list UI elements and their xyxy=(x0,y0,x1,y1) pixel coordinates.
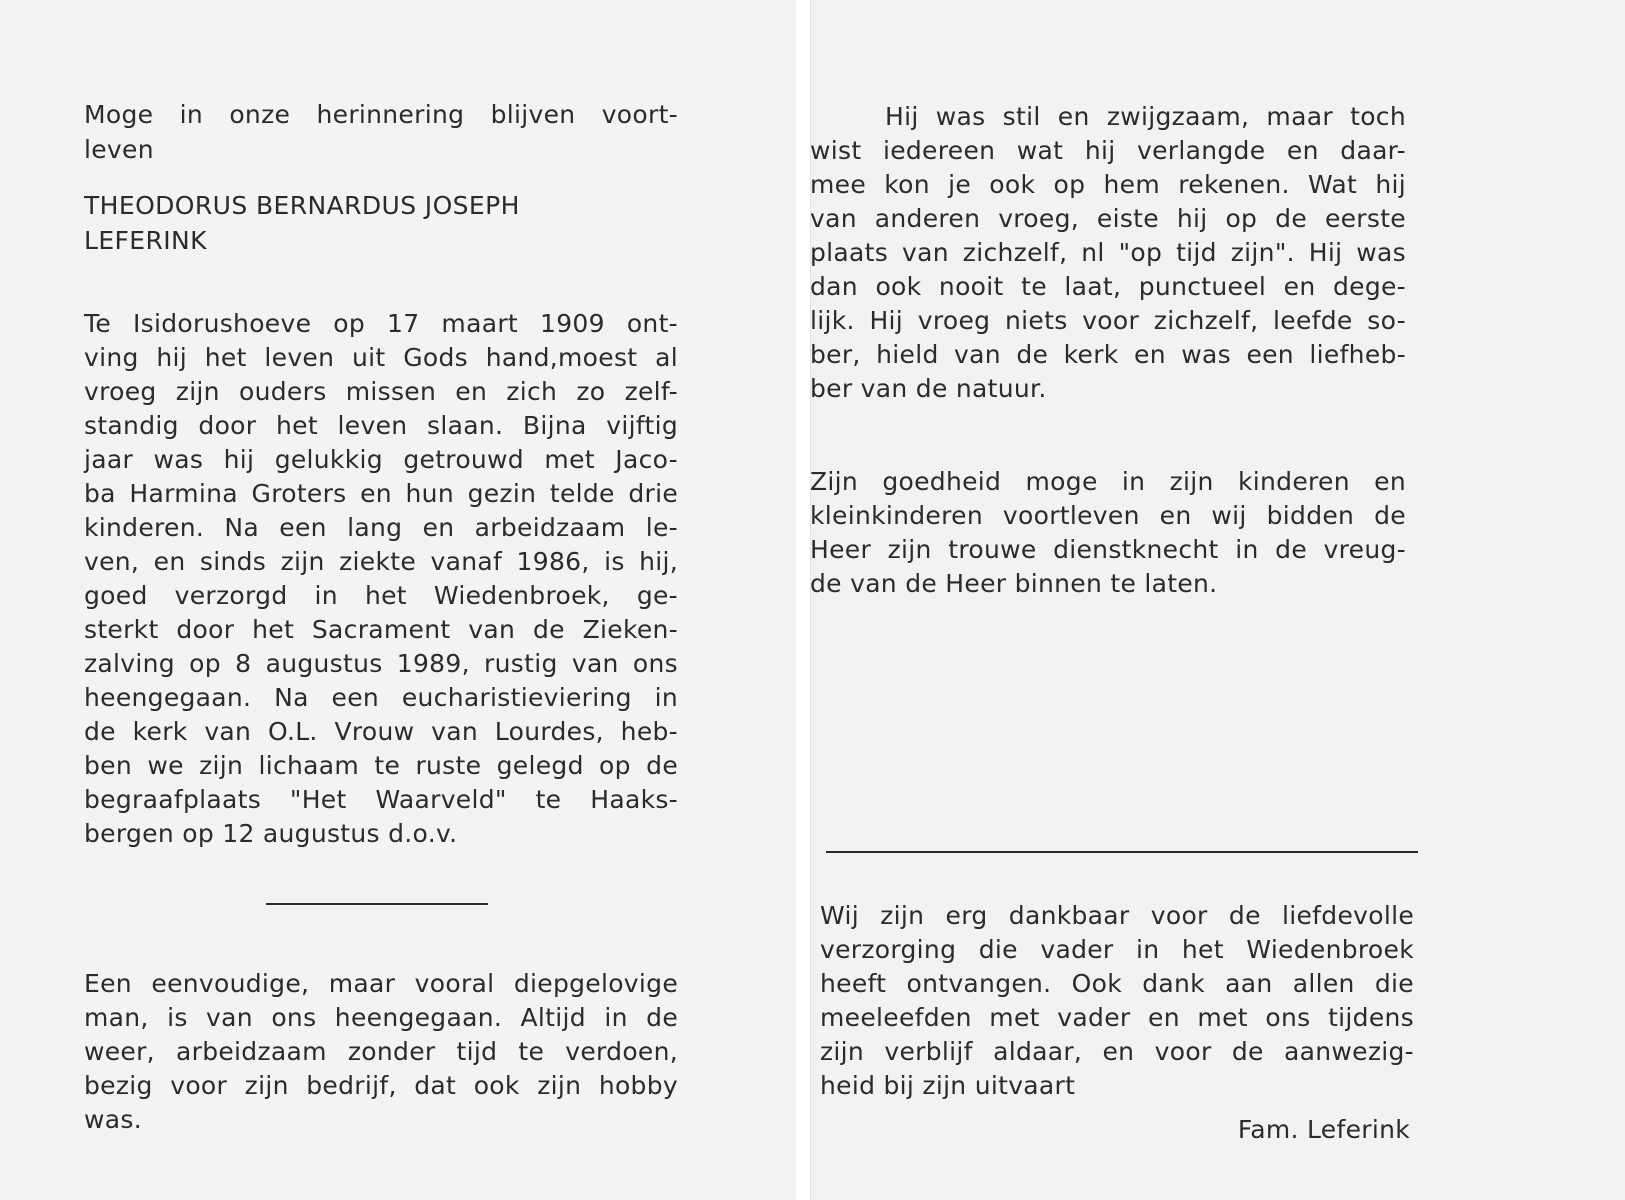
nature-line: wist iedereen wat hij verlangde en daar- xyxy=(810,136,1406,165)
nature-line: dan ook nooit te laat, punctueel en dege- xyxy=(810,272,1406,301)
deceased-name-line: LEFERINK xyxy=(84,226,207,255)
intro-line: Moge in onze herinnering blijven voort- xyxy=(84,100,678,129)
bio-line: ben we zijn lichaam te ruste gelegd op de xyxy=(84,751,678,780)
thanks-line: heid bij zijn uitvaart xyxy=(820,1071,1076,1100)
prayer-line: Zijn goedheid moge in zijn kinderen en xyxy=(810,467,1406,496)
character-line: was. xyxy=(84,1105,142,1134)
prayer-line: de van de Heer binnen te laten. xyxy=(810,569,1218,598)
character-line: weer, arbeidzaam zonder tijd te verdoen, xyxy=(84,1037,678,1066)
bio-line: ving hij het leven uit Gods hand,moest al xyxy=(84,343,678,372)
nature-line: ber van de natuur. xyxy=(810,374,1047,403)
bio-line: heengegaan. Na een eucharistieviering in xyxy=(84,683,678,712)
nature-line: mee kon je ook op hem rekenen. Wat hij xyxy=(810,170,1406,199)
bio-line: kinderen. Na een lang en arbeidzaam le- xyxy=(84,513,678,542)
thanks-line: verzorging die vader in het Wiedenbroek xyxy=(820,935,1414,964)
bio-line: jaar was hij gelukkig getrouwd met Jaco- xyxy=(84,445,678,474)
thanks-line: meeleefden met vader en met ons tijdens xyxy=(820,1003,1414,1032)
bio-line: standig door het leven slaan. Bijna vijftig xyxy=(84,411,678,440)
thanks-line: heeft ontvangen. Ook dank aan allen die xyxy=(820,969,1414,998)
bio-line: goed verzorgd in het Wiedenbroek, ge- xyxy=(84,581,678,610)
character-line: bezig voor zijn bedrijf, dat ook zijn hobby xyxy=(84,1071,678,1100)
thanks-line: Wij zijn erg dankbaar voor de liefdevolle xyxy=(820,901,1414,930)
bio-line: begraafplaats "Het Waarveld" te Haaks- xyxy=(84,785,678,814)
bio-line: Te Isidorushoeve op 17 maart 1909 ont- xyxy=(84,309,678,338)
family-signature: Fam. Leferink xyxy=(1237,1115,1410,1144)
bio-line: zalving op 8 augustus 1989, rustig van ons xyxy=(84,649,678,678)
character-line: Een eenvoudige, maar vooral diepgelovige xyxy=(84,969,678,998)
nature-line: plaats van zichzelf, nl "op tijd zijn". Hij was xyxy=(810,238,1406,267)
bio-line: de kerk van O.L. Vrouw van Lourdes, heb- xyxy=(84,717,678,746)
section-divider xyxy=(826,851,1418,853)
section-divider xyxy=(266,903,488,905)
prayer-line: Heer zijn trouwe dienstknecht in de vreug- xyxy=(810,535,1406,564)
bio-line: bergen op 12 augustus d.o.v. xyxy=(84,819,458,848)
thanks-line: zijn verblijf aldaar, en voor de aanwezig- xyxy=(820,1037,1414,1066)
intro-line: leven xyxy=(84,135,154,164)
nature-line: Hij was stil en zwijgzaam, maar toch xyxy=(885,102,1406,131)
page-gutter xyxy=(796,0,810,1200)
nature-line: lijk. Hij vroeg niets voor zichzelf, leefde so- xyxy=(810,306,1406,335)
bio-line: ba Harmina Groters en hun gezin telde drie xyxy=(84,479,678,508)
deceased-name-line: THEODORUS BERNARDUS JOSEPH xyxy=(84,191,520,220)
bio-line: ven, en sinds zijn ziekte vanaf 1986, is hij, xyxy=(84,547,678,576)
prayer-line: kleinkinderen voortleven en wij bidden de xyxy=(810,501,1406,530)
bio-line: vroeg zijn ouders missen en zich zo zelf- xyxy=(84,377,678,406)
character-line: man, is van ons heengegaan. Altijd in de xyxy=(84,1003,678,1032)
nature-line: ber, hield van de kerk en was een liefheb- xyxy=(810,340,1406,369)
nature-line: van anderen vroeg, eiste hij op de eerste xyxy=(810,204,1406,233)
bio-line: sterkt door het Sacrament van de Zieken- xyxy=(84,615,678,644)
